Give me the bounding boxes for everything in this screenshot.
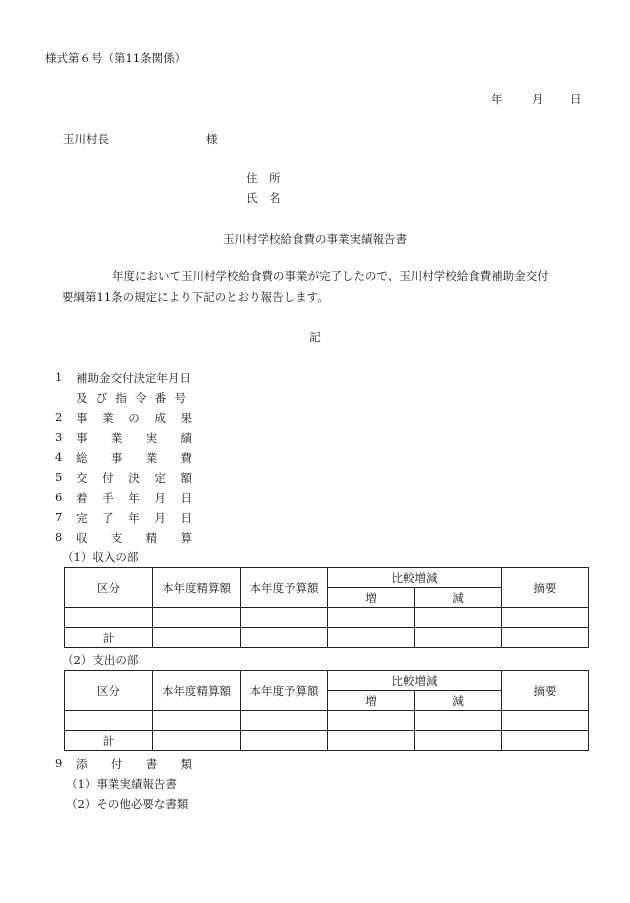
item-label: 及 び 指 令 番 号 (76, 391, 186, 405)
expense-table (64, 670, 589, 751)
form-number: 様式第６号（第11条関係） (45, 51, 187, 65)
header-increase: 増 (328, 588, 415, 608)
date-year-label: 年 (491, 92, 503, 106)
header-category: 区分 (65, 671, 153, 711)
ki-heading: 記 (309, 330, 321, 344)
header-remarks: 摘要 (502, 671, 589, 711)
total-row (65, 628, 589, 648)
addressee-name: 玉川村長 (63, 132, 109, 146)
attachment-item: （2）その他必要な書類 (66, 797, 189, 811)
attachments-label: 添 付 書 類 (76, 757, 192, 771)
body-line-2: 要綱第11条の規定により下記のとおり報告します。 (62, 290, 329, 304)
address-label: 住 所 (246, 171, 281, 185)
item-number: 4 (55, 450, 63, 464)
header-remarks: 摘要 (502, 568, 589, 608)
item-number: 8 (55, 530, 63, 544)
income-table (64, 567, 589, 648)
item-number: 2 (55, 410, 63, 424)
header-category: 区分 (65, 568, 153, 608)
table-row (65, 608, 589, 628)
item-label: 事 業 実 績 (76, 431, 192, 445)
date-day-label: 日 (570, 92, 582, 106)
item-number: 5 (55, 470, 63, 484)
item-label: 収 支 精 算 (76, 531, 192, 545)
total-row (65, 731, 589, 751)
header-decrease: 減 (415, 588, 502, 608)
income-heading: （1）収入の部 (62, 550, 139, 564)
item-number: 6 (55, 490, 63, 504)
document-title: 玉川村学校給食費の事業実績報告書 (223, 232, 407, 246)
item-label: 事 業 の 成 果 (76, 411, 192, 425)
header-decrease: 減 (415, 691, 502, 711)
name-label: 氏 名 (246, 191, 281, 205)
item-label: 完 了 年 月 日 (76, 511, 192, 525)
header-budget: 本年度予算額 (241, 568, 328, 608)
item-number: 1 (55, 370, 63, 384)
item-number: 7 (55, 510, 63, 524)
header-comparison: 比較増減 (328, 671, 502, 691)
item-label: 総 事 業 費 (76, 451, 192, 465)
total-label: 計 (65, 628, 153, 648)
item-number: 3 (55, 430, 63, 444)
header-comparison: 比較増減 (328, 568, 502, 588)
item-label: 補助金交付決定年月日 (76, 371, 191, 385)
header-budget: 本年度予算額 (241, 671, 328, 711)
header-increase: 増 (328, 691, 415, 711)
addressee-honorific: 様 (206, 132, 218, 146)
attachments-number: 9 (55, 756, 63, 770)
item-label: 交 付 決 定 額 (76, 471, 192, 485)
total-label: 計 (65, 731, 153, 751)
body-line-1: 年度において玉川村学校給食費の事業が完了したので、玉川村学校給食費補助金交付 (112, 269, 549, 283)
date-month-label: 月 (532, 92, 544, 106)
header-settled: 本年度精算額 (153, 568, 241, 608)
attachment-item: （1）事業実績報告書 (66, 777, 177, 791)
header-settled: 本年度精算額 (153, 671, 241, 711)
table-row (65, 711, 589, 731)
item-label: 着 手 年 月 日 (76, 491, 192, 505)
expense-heading: （2）支出の部 (62, 653, 139, 667)
